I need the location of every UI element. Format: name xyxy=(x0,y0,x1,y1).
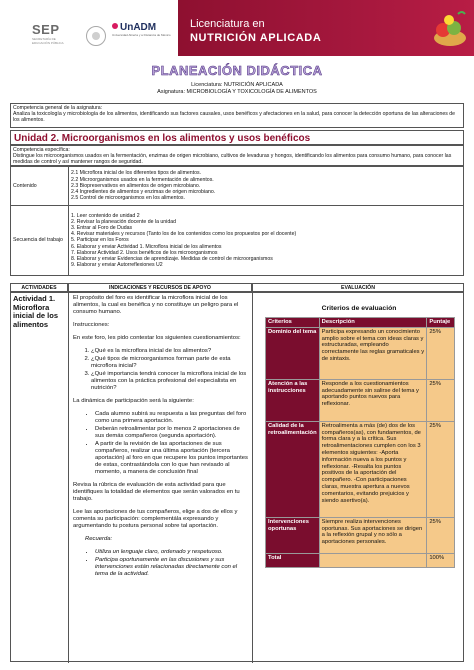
program-line2: NUTRICIÓN APLICADA xyxy=(190,32,322,44)
questions-intro: En este foro, les pido contestar los siguientes cuestionamientos: xyxy=(73,335,241,341)
rubric-puntaje: 25% xyxy=(427,327,455,379)
list-item: 2.5 Control de microorganismos en los alimentos. xyxy=(71,195,185,202)
rubric-descripcion: Participa expresando un conocimiento amplio sobre el tema con ideas claras y estructuradas, empleando correctamente las reglas gramaticales y de sintaxis. xyxy=(319,327,427,379)
competencia-especifica-label: Competencia específica: xyxy=(13,147,70,153)
peer-note: Lee las aportaciones de tus compañeros, elige a dos de ellos y comenta su participación: complementála expresando y argumentando tu postura personal sobre tal aportación. xyxy=(73,509,238,529)
sep-logo-text: SEP xyxy=(32,22,60,37)
table-row xyxy=(266,517,455,553)
rubric-criterio: Atención a las instrucciones xyxy=(266,379,320,421)
sep-logo xyxy=(32,22,72,45)
list-item: 6. Elaborar y enviar Actividad 1. Microflora inicial de los alimentos xyxy=(71,243,222,250)
list-item: 3. Entrar al Foro de Dudas xyxy=(71,224,133,231)
list-item: 8. Elaborar y enviar Evidencias de aprendizaje. Medidas de control de microorganismos xyxy=(71,256,273,262)
secuencia-list xyxy=(69,206,464,276)
rubric-criterio: Calidad de la retroalimentación xyxy=(266,421,320,517)
rubric-criterio: Dominio del tema xyxy=(266,327,320,379)
rubric-criterio: Total xyxy=(266,553,320,567)
unadm-subtitle: Universidad Abierta y a Distancia de México xyxy=(112,33,171,37)
contenido-list xyxy=(69,167,464,206)
questions-list xyxy=(91,348,248,392)
remember-label: Recuerda: xyxy=(85,536,113,542)
unit-title: Unidad 2. Microorganismos en los alimentos y usos benéficos xyxy=(10,130,464,145)
competencia-especifica-box xyxy=(10,145,464,166)
instructions-label: Instrucciones: xyxy=(73,322,110,328)
col-indicaciones: INDICACIONES Y RECURSOS DE APOYO xyxy=(68,283,252,292)
activity-row xyxy=(10,292,464,662)
competencia-general-box xyxy=(10,103,464,128)
national-seal-icon xyxy=(86,26,106,46)
unadm-logo xyxy=(112,22,178,44)
unadm-logo-text: UnADM xyxy=(120,22,157,33)
col-evaluacion: EVALUACIÓN xyxy=(252,283,464,292)
page-header xyxy=(0,0,474,56)
list-item: • Cada alumno subirá su respuesta a las preguntas del foro como una primera aportación. xyxy=(95,411,248,425)
activities-column-headers xyxy=(10,283,464,292)
activity-instructions xyxy=(69,293,253,663)
list-item: 2.3 Biopreservativos en alimentos de origen microbiano. xyxy=(71,182,201,189)
table-row xyxy=(266,553,455,567)
col-actividades: ACTIVIDADES xyxy=(10,283,68,292)
rubric-descripcion xyxy=(319,553,427,567)
asignatura-subtitle: Asignatura: MICROBIOLOGÍA Y TOXICOLOGÍA DE ALIMENTOS xyxy=(157,89,317,95)
list-item: • A partir de la revisión de las aportaciones de sus compañeros, realizar una última aportación (tercera aportación) al foro en que recupere los puntos importantes de estas, contrastándola con lo que han revisado al momento, a manera de conclusión final xyxy=(95,441,248,476)
list-item: 1. Leer contenido de unidad 2 xyxy=(71,212,140,219)
list-item: 9. Elaborar y enviar Autorreflexiones U2 xyxy=(71,262,163,269)
rubric-puntaje: 25% xyxy=(427,517,455,553)
content-table xyxy=(10,166,464,276)
rubric-descripcion: Siempre realiza intervenciones oportunas. Sus aportaciones se dirigen a la reflexión grupal y no sólo a aportaciones personales. xyxy=(319,517,427,553)
licenciatura-subtitle: Licenciatura: NUTRICIÓN APLICADA xyxy=(191,82,283,88)
rubric-puntaje: 25% xyxy=(427,421,455,517)
list-item: 4. Revisar materiales y recursos (Tanto los de los contenidos como los propuestos por el docente) xyxy=(71,231,297,238)
dynamics-intro: La dinámica de participación será la siguiente: xyxy=(73,398,194,404)
list-item: 2. ¿Qué tipos de microorganismos forman parte de esta microflora inicial? xyxy=(91,356,248,370)
sep-subtitle: SECRETARÍA DE EDUCACIÓN PÚBLICA xyxy=(32,37,64,45)
list-item: 2.4 Ingredientes de alimentos y enzimas de origen microbiano. xyxy=(71,189,216,196)
dynamics-list xyxy=(95,411,248,476)
table-row xyxy=(266,327,455,379)
criteria-title: Criterios de evaluación xyxy=(321,305,397,312)
program-line1: Licenciatura en xyxy=(190,18,265,30)
purpose-text: El propósito del foro es identificar la microflora inicial de los alimentos, la cual es benéfica y no constituye un peligro para el consumo humano. xyxy=(73,295,239,315)
list-item: 2. Revisar la planeación docente de la unidad xyxy=(71,218,176,225)
list-item: 2.2 Microorganismos usados en la fermentación de alimentos. xyxy=(71,176,214,183)
list-item: • Deberán retroalimentar por lo menos 2 aportaciones de sus demás compañeros (segunda aportación). xyxy=(95,426,248,440)
table-row xyxy=(266,379,455,421)
rubric-note: Revisa la rúbrica de evaluación de esta actividad para que identifiques la totalidad de elementos que serán valorados en tu trabajo. xyxy=(73,482,240,502)
rubric-header-puntaje: Puntaje xyxy=(427,318,455,328)
list-item: 7. Elaborar Actividad 2. Usos benéficos de los microorganismos xyxy=(71,249,218,256)
list-item: 5. Participar en los Foros xyxy=(71,237,129,244)
secuencia-label: Secuencia del trabajo xyxy=(11,206,69,276)
unadm-dot-icon xyxy=(112,23,118,29)
rubric-descripcion: Responde a los cuestionamientos adecuadamente sin salirse del tema y aportando puntos nuevos para reflexionar. xyxy=(319,379,427,421)
table-row xyxy=(266,421,455,517)
competencia-especifica-text: Distingue los microorganismos usados en la fermentación, enzimas de origen microbiano, cultivos de levaduras y hongos, identificando los alimentos para consumo humano, para conocer las medidas de control y así mantener rangos de seguridad. xyxy=(13,153,452,166)
rubric-descripcion: Retroalimenta a más (de) dos de los compañeros(as), con fundamentos, de forma clara y a la crítica. Sus retroalimentaciones cumplen con los 3 elementos siguientes: -Aporta información nueva a los puntos y reflexionar. -Resalta los puntos positivos de la aportación del compañero. -Con participaciones claras, muestra apertura a nuevos comentarios, evitando prejuicios y siendo asertivo(a). xyxy=(319,421,427,517)
evaluation-panel xyxy=(253,293,465,663)
fruit-basket-icon xyxy=(432,8,468,48)
rubric-table xyxy=(265,317,455,568)
list-item: 2.1 Microflora inicial de los diferentes tipos de alimentos. xyxy=(71,170,202,177)
page-title: PLANEACIÓN DIDÁCTICA xyxy=(151,63,323,78)
competencia-general-text: Analiza la toxicología y microbiología de los alimentos, identificando sus factores causales, usos benéficos y afectaciones en la salud, para conocer la detección oportuna de las alteraciones de los alimentos. xyxy=(13,111,456,124)
competencia-general-label: Competencia general de la asignatura: xyxy=(13,105,103,111)
rubric-puntaje: 100% xyxy=(427,553,455,567)
list-item: 3. ¿Qué importancia tendrá conocer la microflora inicial de los alimentos con la práctica profesional del especialista en nutrición? xyxy=(91,371,248,392)
list-item: • Utiliza un lenguaje claro, ordenado y respetuoso. xyxy=(95,549,248,556)
program-banner xyxy=(178,0,474,56)
rubric-header-descripcion: Descripción xyxy=(319,318,427,328)
rubric-criterio: Intervenciones oportunas xyxy=(266,517,320,553)
contenido-label: Contenido xyxy=(11,167,69,206)
rubric-header-criterios: Criterios xyxy=(266,318,320,328)
rubric-header-row xyxy=(266,318,455,328)
remember-list xyxy=(95,549,248,578)
list-item: 1. ¿Qué es la microflora inicial de los alimentos? xyxy=(91,348,248,355)
list-item: • Participa oportunamente en las discusiones y sus intervenciones están relacionadas directamente con el tema de la actividad. xyxy=(95,557,248,578)
activity-title: Actividad 1. Microflora inicial de los alimentos xyxy=(11,293,69,663)
rubric-puntaje: 25% xyxy=(427,379,455,421)
